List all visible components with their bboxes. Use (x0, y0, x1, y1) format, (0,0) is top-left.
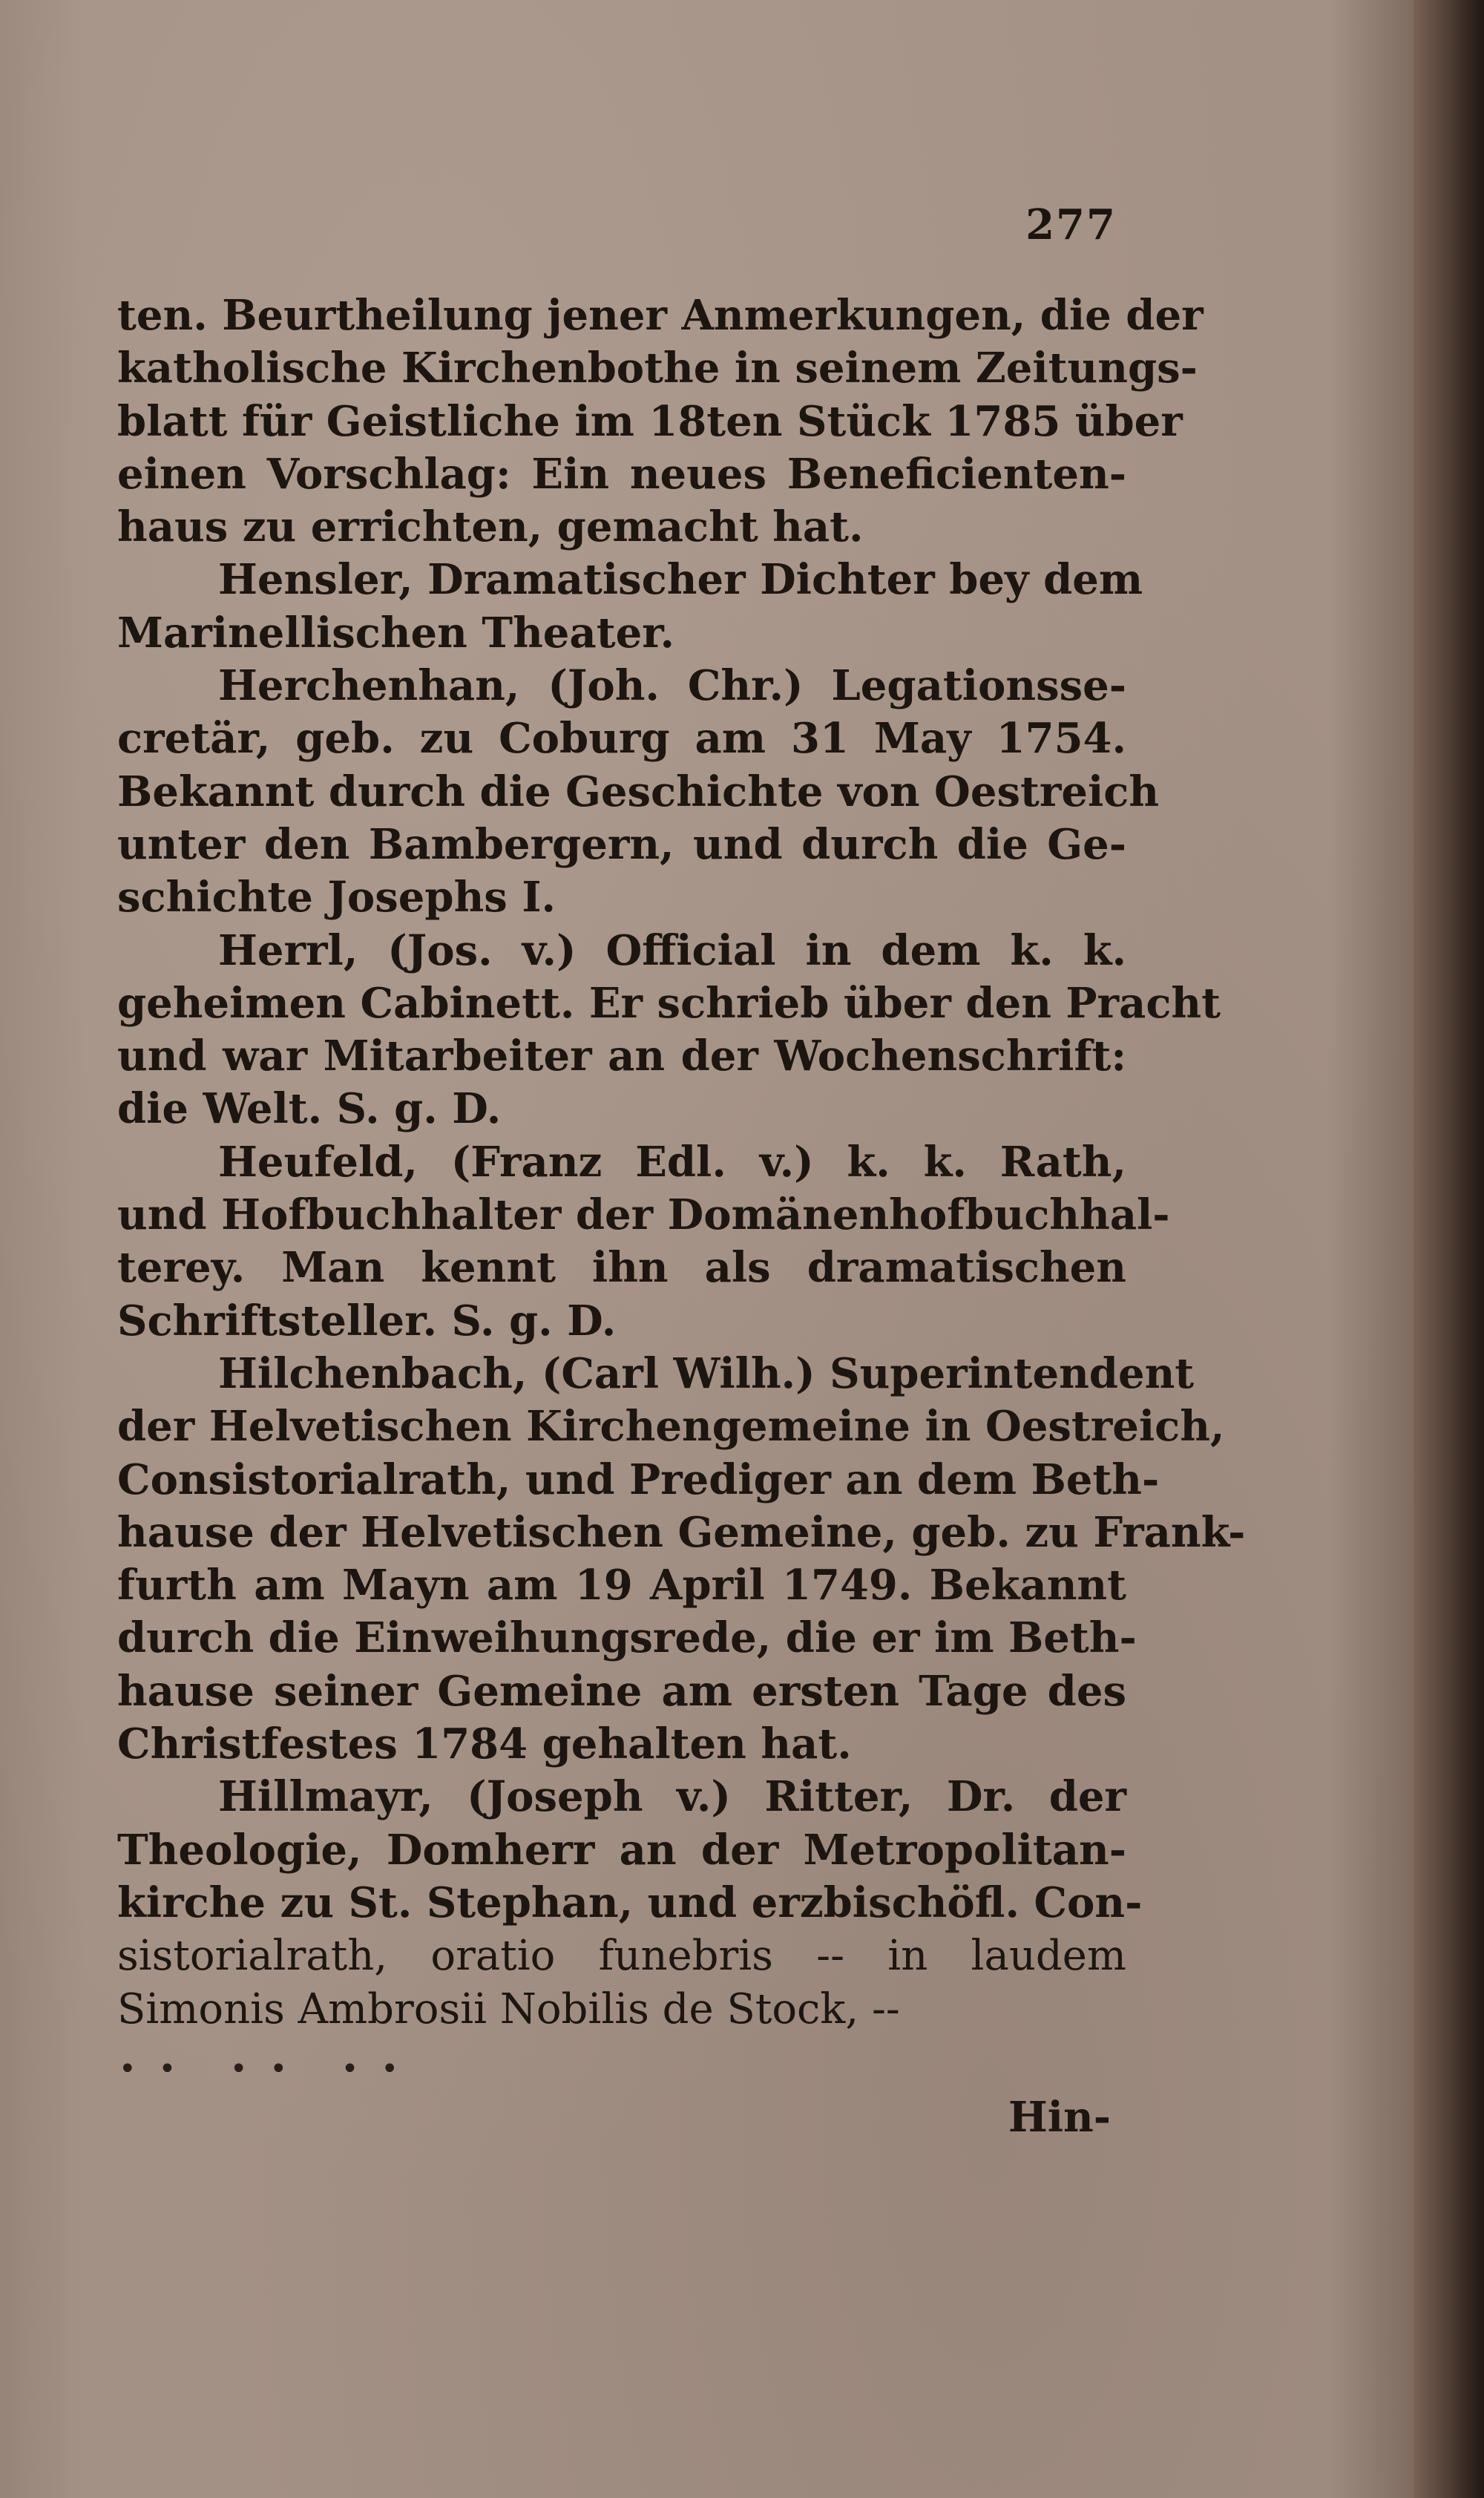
text-line: sistorialrath, oratio funebris -- in laudem (117, 1932, 1126, 1981)
text-line: katholische Kirchenbothe in seinem Zeitungs- (117, 344, 1198, 393)
text-line: schichte Josephs I. (117, 873, 556, 922)
page-number: 277 (1025, 200, 1117, 249)
text-line: die Welt. S. g. D. (117, 1084, 502, 1134)
text-line: Simonis Ambrosii Nobilis de Stock, -- (117, 1984, 900, 2033)
text-line: Consistorialrath, und Prediger an dem Beth- (117, 1455, 1160, 1504)
text-line: hause seiner Gemeine am ersten Tage des (117, 1666, 1126, 1716)
text-line: furth am Mayn am 19 April 1749. Bekannt (117, 1561, 1126, 1610)
book-spine-edge (1414, 0, 1484, 2498)
catchword: Hin- (1008, 2093, 1111, 2142)
text-line: ten. Beurtheilung jener Anmerkungen, die der (117, 291, 1204, 340)
text-line: der Helvetischen Kirchengemeine in Oestreich, (117, 1402, 1225, 1452)
text-line: unter den Bambergern, und durch die Ge- (117, 819, 1126, 869)
text-line: blatt für Geistliche im 18ten Stück 1785 über (117, 396, 1183, 446)
entry-heading-line: Herchenhan, (Joh. Chr.) Legationsse- (218, 661, 1126, 711)
text-line: hause der Helvetischen Gemeine, geb. zu Frank- (117, 1507, 1246, 1557)
text-line: Schriftsteller. S. g. D. (117, 1296, 617, 1345)
text-line: Bekannt durch die Geschichte von Oestreich (117, 767, 1160, 816)
text-line: Theologie, Domherr an der Metropolitan- (117, 1825, 1126, 1875)
text-line: cretär, geb. zu Coburg am 31 May 1754. (117, 714, 1126, 764)
entry-heading-line: Hillmayr, (Joseph v.) Ritter, Dr. der (218, 1772, 1126, 1822)
text-line: kirche zu St. Stephan, und erzbischöfl. Con- (117, 1878, 1143, 1927)
entry-heading-line: Hensler, Dramatischer Dichter bey dem (218, 555, 1143, 605)
text-line: terey. Man kennt ihn als dramatischen (117, 1243, 1126, 1293)
entry-heading-line: Heufeld, (Franz Edl. v.) k. k. Rath, (218, 1137, 1126, 1187)
text-line: haus zu errichten, gemacht hat. (117, 502, 864, 552)
text-line: durch die Einweihungsrede, die er im Beth- (117, 1613, 1137, 1663)
text-line: und Hofbuchhalter der Domänenhofbuchhal- (117, 1190, 1170, 1240)
footer-marks: •• •• •• (119, 2052, 421, 2086)
entry-heading-line: Herrl, (Jos. v.) Official in dem k. k. (218, 925, 1126, 975)
entry-heading-line: Hilchenbach, (Carl Wilh.) Superintendent (218, 1348, 1195, 1398)
text-line: geheimen Cabinett. Er schrieb über den Pracht (117, 978, 1221, 1028)
body-text (117, 289, 1246, 2036)
text-line: einen Vorschlag: Ein neues Beneficienten- (117, 449, 1126, 499)
text-line: Christfestes 1784 gehalten hat. (117, 1720, 852, 1769)
text-line: und war Mitarbeiter an der Wochenschrift: (117, 1032, 1126, 1081)
text-line: Marinellischen Theater. (117, 608, 675, 658)
